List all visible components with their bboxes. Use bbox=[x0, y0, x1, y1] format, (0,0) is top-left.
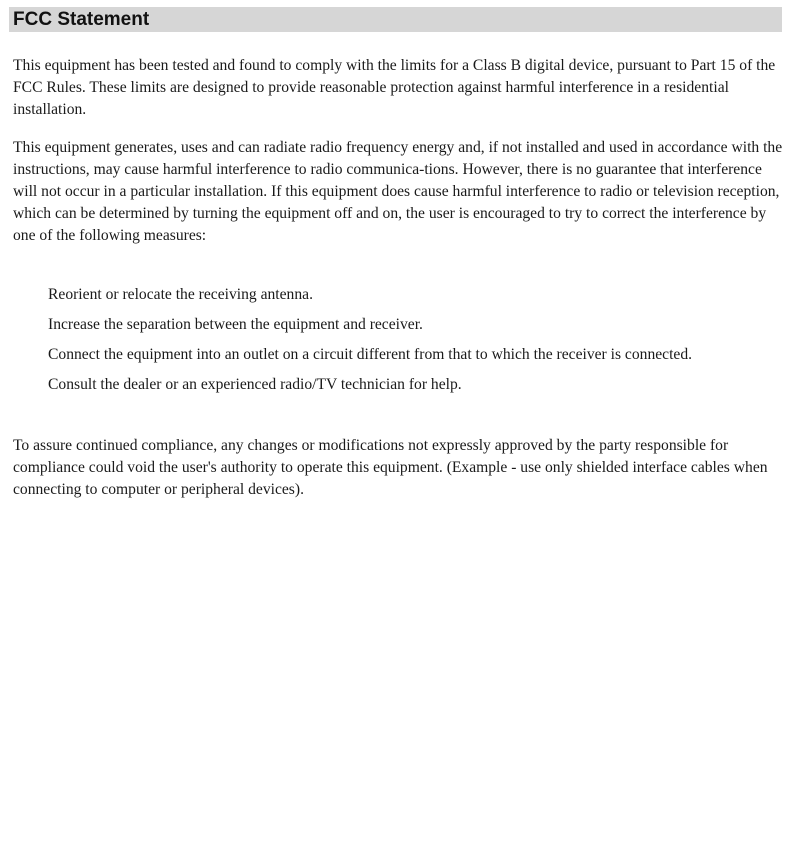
list-item: Increase the separation between the equipment and receiver. bbox=[48, 316, 423, 333]
list-item: Consult the dealer or an experienced radio/TV technician for help. bbox=[48, 376, 462, 393]
paragraph-interference: This equipment generates, uses and can radiate radio frequency energy and, if not installed and used in accordance with the instructions, may cause harmful interference to radio communica-tions. However, there is no guarantee that interference will not occur in a particular installation. If this equipment does cause harmful interference to radio or television reception, which can be determined by turning the equipment off and on, the user is encouraged to try to correct the interference by one of the following measures: bbox=[13, 139, 783, 244]
heading-bar bbox=[9, 7, 782, 32]
paragraph-modifications: To assure continued compliance, any changes or modifications not expressly approved by the party responsible for compliance could void the user's authority to operate this equipment. (Example - use only shielded interface cables when connecting to computer or peripheral devices). bbox=[13, 437, 768, 498]
measures-list bbox=[48, 284, 788, 404]
list-item: Reorient or relocate the receiving antenna. bbox=[48, 286, 313, 303]
paragraph-compliance: This equipment has been tested and found to comply with the limits for a Class B digital device, pursuant to Part 15 of the FCC Rules. These limits are designed to provide reasonable protection against harmful interference in a residential installation. bbox=[13, 57, 776, 118]
page-title: FCC Statement bbox=[13, 9, 150, 30]
list-item: Connect the equipment into an outlet on a circuit different from that to which the receiver is connected. bbox=[48, 346, 693, 363]
